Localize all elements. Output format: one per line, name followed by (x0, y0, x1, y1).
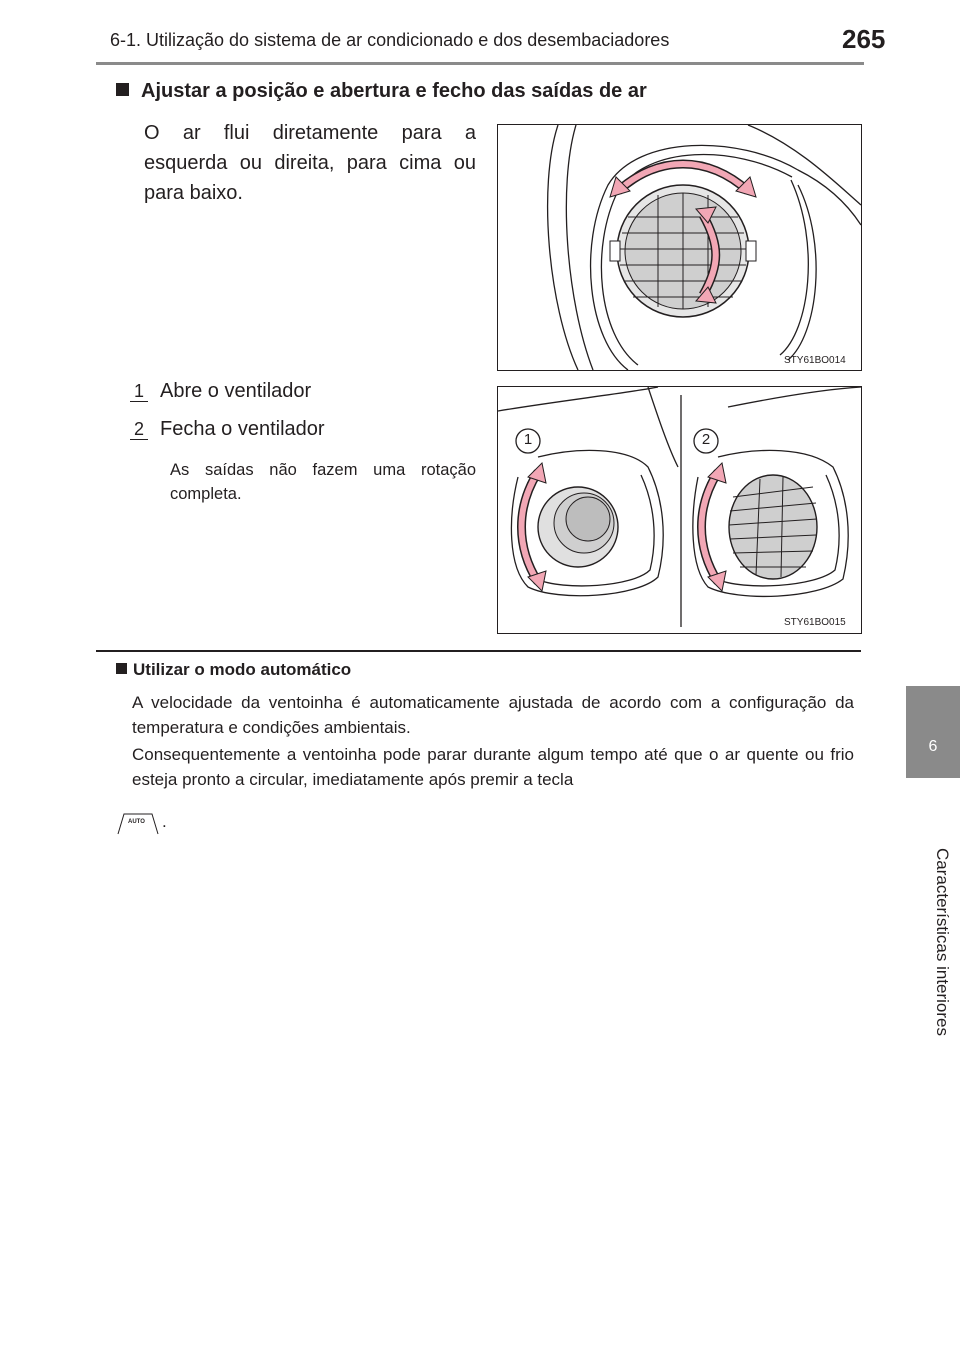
chapter-number: 6 (928, 738, 938, 755)
section-heading-vents (116, 80, 647, 103)
vent-direction-illustration (498, 125, 861, 370)
auto-paragraph-1: A velocidade da ventoinha é automaticamente ajustada de acordo com a configuração da temperatura e condições ambientais. (132, 693, 854, 737)
chapter-tab (906, 686, 960, 778)
intro-paragraph: O ar flui diretamente para a esquerda ou direita, para cima ou para baixo. (144, 122, 476, 204)
figure-code: STY61BO014 (784, 355, 846, 366)
page-number: 265 (842, 24, 886, 54)
square-bullet-icon (116, 83, 129, 96)
chapter-label: Características interiores (933, 848, 952, 1037)
running-header: 6-1. Utilização do sistema de ar condicionado e dos desembaciadores (110, 30, 670, 50)
square-bullet-icon (116, 663, 127, 674)
vent-open-close-illustration (498, 387, 861, 633)
callout-2: 2 (701, 431, 711, 448)
section-heading-text: Ajustar a posição e abertura e fecho das saídas de ar (141, 80, 647, 102)
rotation-note: As saídas não fazem uma rotação completa. (170, 461, 476, 503)
figure-vent-open-close (497, 386, 862, 634)
figure-vent-direction (497, 124, 862, 371)
step-number: 2 (130, 419, 148, 440)
step-text: Abre o ventilador (160, 380, 312, 402)
section-divider (96, 650, 861, 652)
auto-paragraph-2: Consequentemente a ventoinha pode parar durante algum tempo até que o ar quente ou frio esteja pronto a circular, imediatamente após premir a tecla (132, 745, 854, 789)
auto-key-label: AUTO (128, 819, 145, 825)
subsection-heading-auto (116, 660, 351, 680)
subsection-heading-text: Utilizar o modo automático (133, 660, 352, 679)
step-text: Fecha o ventilador (160, 418, 325, 440)
auto-key-icon (116, 813, 160, 835)
header-rule (96, 62, 864, 65)
step-close (130, 418, 325, 441)
callout-1: 1 (523, 431, 533, 448)
sentence-period: . (162, 812, 167, 831)
step-open (130, 380, 311, 403)
step-number: 1 (130, 381, 148, 402)
figure-code: STY61BO015 (784, 617, 846, 628)
